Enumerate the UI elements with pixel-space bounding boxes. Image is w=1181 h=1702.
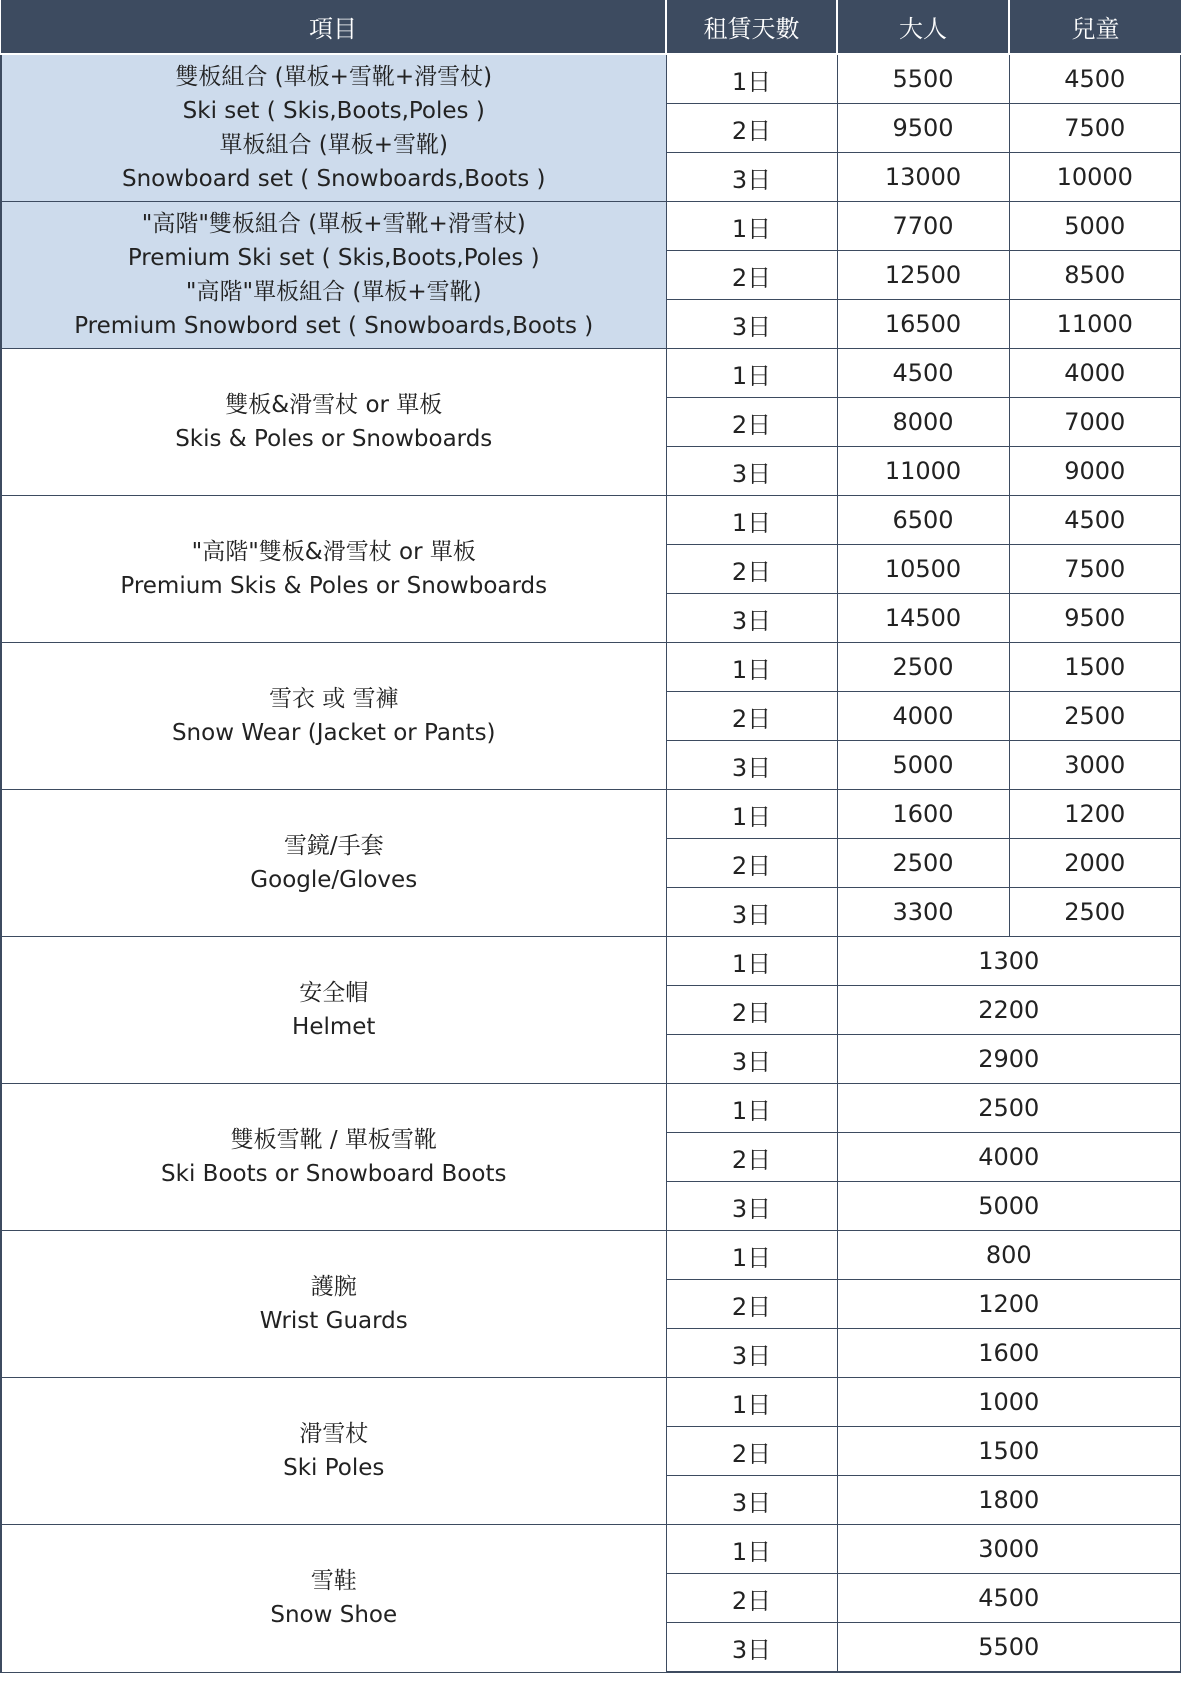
header-days: 租賃天數 bbox=[666, 0, 837, 54]
adult-price-cell: 13000 bbox=[837, 153, 1009, 202]
item-name-line: "高階"雙板組合 (單板+雪靴+滑雪杖) bbox=[141, 211, 526, 237]
child-price-cell: 9000 bbox=[1009, 447, 1181, 496]
item-name-line: 雪衣 或 雪褲 bbox=[268, 686, 399, 712]
item-name-line: "高階"單板組合 (單板+雪靴) bbox=[185, 279, 482, 305]
table-row bbox=[1, 790, 1181, 839]
item-name-line: Snow Shoe bbox=[270, 1602, 398, 1629]
table-row bbox=[1, 1084, 1181, 1133]
days-cell: 3日 bbox=[666, 888, 837, 937]
days-cell: 3日 bbox=[666, 153, 837, 202]
adult-price-cell: 7700 bbox=[837, 202, 1009, 251]
item-name-line: 雙板&滑雪杖 or 單板 bbox=[225, 392, 443, 418]
item-name-cell bbox=[1, 54, 666, 202]
item-name-line: Premium Ski set ( Skis,Boots,Poles ) bbox=[127, 245, 540, 271]
child-price-cell: 1200 bbox=[1009, 790, 1181, 839]
days-cell: 1日 bbox=[666, 790, 837, 839]
days-cell: 2日 bbox=[666, 545, 837, 594]
child-price-cell: 2500 bbox=[1009, 692, 1181, 741]
child-price-cell: 9500 bbox=[1009, 594, 1181, 643]
child-price-cell: 2000 bbox=[1009, 839, 1181, 888]
item-name-cell bbox=[1, 937, 666, 1084]
price-cell: 1000 bbox=[837, 1378, 1181, 1427]
item-name-line: 護腕 bbox=[310, 1274, 357, 1300]
days-cell: 1日 bbox=[666, 349, 837, 398]
item-name-cell bbox=[1, 1084, 666, 1231]
price-cell: 3000 bbox=[837, 1525, 1181, 1574]
price-cell: 4500 bbox=[837, 1574, 1181, 1623]
item-name-line: Ski Boots or Snowboard Boots bbox=[161, 1161, 507, 1187]
child-price-cell: 7000 bbox=[1009, 398, 1181, 447]
table-row bbox=[1, 496, 1181, 545]
child-price-cell: 7500 bbox=[1009, 104, 1181, 153]
price-cell: 2200 bbox=[837, 986, 1181, 1035]
header-row bbox=[1, 0, 1181, 54]
item-name-cell bbox=[1, 349, 666, 496]
days-cell: 2日 bbox=[666, 692, 837, 741]
days-cell: 1日 bbox=[666, 1525, 837, 1574]
item-name-cell bbox=[1, 790, 666, 937]
adult-price-cell: 4000 bbox=[837, 692, 1009, 741]
item-name-line: 雪鏡/手套 bbox=[283, 833, 384, 859]
days-cell: 3日 bbox=[666, 1182, 837, 1231]
days-cell: 2日 bbox=[666, 1133, 837, 1182]
adult-price-cell: 4500 bbox=[837, 349, 1009, 398]
days-cell: 2日 bbox=[666, 1574, 837, 1623]
price-cell: 800 bbox=[837, 1231, 1181, 1280]
table-row bbox=[1, 643, 1181, 692]
adult-price-cell: 9500 bbox=[837, 104, 1009, 153]
adult-price-cell: 12500 bbox=[837, 251, 1009, 300]
header-child: 兒童 bbox=[1009, 0, 1181, 54]
table-row bbox=[1, 349, 1181, 398]
item-name-line: Snow Wear (Jacket or Pants) bbox=[171, 720, 496, 746]
item-name-line: "高階"雙板&滑雪杖 or 單板 bbox=[191, 539, 476, 565]
item-name-line: Ski set ( Skis,Boots,Poles ) bbox=[182, 98, 485, 124]
item-name-cell bbox=[1, 202, 666, 349]
item-name-line: Premium Skis & Poles or Snowboards bbox=[120, 573, 548, 599]
item-name-line: 雙板雪靴 / 單板雪靴 bbox=[230, 1127, 437, 1153]
item-name-line: 滑雪杖 bbox=[299, 1421, 369, 1447]
days-cell: 2日 bbox=[666, 104, 837, 153]
child-price-cell: 4500 bbox=[1009, 496, 1181, 545]
table-row bbox=[1, 1231, 1181, 1280]
price-cell: 2900 bbox=[837, 1035, 1181, 1084]
item-name-line: Skis & Poles or Snowboards bbox=[175, 426, 493, 452]
adult-price-cell: 16500 bbox=[837, 300, 1009, 349]
days-cell: 1日 bbox=[666, 54, 837, 104]
days-cell: 1日 bbox=[666, 643, 837, 692]
days-cell: 3日 bbox=[666, 1476, 837, 1525]
item-name-line: Ski Poles bbox=[283, 1455, 385, 1481]
days-cell: 1日 bbox=[666, 937, 837, 986]
days-cell: 1日 bbox=[666, 496, 837, 545]
adult-price-cell: 2500 bbox=[837, 643, 1009, 692]
days-cell: 1日 bbox=[666, 202, 837, 251]
days-cell: 3日 bbox=[666, 1329, 837, 1378]
header-adult: 大人 bbox=[837, 0, 1009, 54]
item-name-cell bbox=[1, 1378, 666, 1525]
table-row bbox=[1, 937, 1181, 986]
child-price-cell: 8500 bbox=[1009, 251, 1181, 300]
price-cell: 1600 bbox=[837, 1329, 1181, 1378]
item-name-line: 雙板組合 (單板+雪靴+滑雪杖) bbox=[175, 64, 493, 90]
days-cell: 3日 bbox=[666, 1623, 837, 1673]
days-cell: 1日 bbox=[666, 1084, 837, 1133]
item-name-line: Wrist Guards bbox=[259, 1308, 408, 1334]
item-name-line: 安全帽 bbox=[299, 980, 369, 1006]
child-price-cell: 10000 bbox=[1009, 153, 1181, 202]
item-name-cell bbox=[1, 1525, 666, 1673]
adult-price-cell: 2500 bbox=[837, 839, 1009, 888]
table-body bbox=[1, 54, 1181, 1672]
table-row bbox=[1, 202, 1181, 251]
child-price-cell: 7500 bbox=[1009, 545, 1181, 594]
adult-price-cell: 5000 bbox=[837, 741, 1009, 790]
price-cell: 5500 bbox=[837, 1623, 1181, 1673]
child-price-cell: 4500 bbox=[1009, 54, 1181, 104]
adult-price-cell: 6500 bbox=[837, 496, 1009, 545]
adult-price-cell: 3300 bbox=[837, 888, 1009, 937]
adult-price-cell: 11000 bbox=[837, 447, 1009, 496]
table-row bbox=[1, 1525, 1181, 1574]
adult-price-cell: 8000 bbox=[837, 398, 1009, 447]
child-price-cell: 3000 bbox=[1009, 741, 1181, 790]
price-cell: 5000 bbox=[837, 1182, 1181, 1231]
days-cell: 3日 bbox=[666, 300, 837, 349]
days-cell: 2日 bbox=[666, 251, 837, 300]
table-row bbox=[1, 54, 1181, 104]
days-cell: 1日 bbox=[666, 1231, 837, 1280]
child-price-cell: 1500 bbox=[1009, 643, 1181, 692]
adult-price-cell: 10500 bbox=[837, 545, 1009, 594]
child-price-cell: 5000 bbox=[1009, 202, 1181, 251]
days-cell: 3日 bbox=[666, 741, 837, 790]
days-cell: 3日 bbox=[666, 447, 837, 496]
price-cell: 1500 bbox=[837, 1427, 1181, 1476]
item-name-line: 雪鞋 bbox=[310, 1568, 357, 1595]
table-row bbox=[1, 1378, 1181, 1427]
days-cell: 3日 bbox=[666, 594, 837, 643]
item-name-cell bbox=[1, 496, 666, 643]
item-name-line: 單板組合 (單板+雪靴) bbox=[219, 132, 449, 158]
price-cell: 2500 bbox=[837, 1084, 1181, 1133]
days-cell: 2日 bbox=[666, 986, 837, 1035]
adult-price-cell: 5500 bbox=[837, 54, 1009, 104]
child-price-cell: 4000 bbox=[1009, 349, 1181, 398]
days-cell: 3日 bbox=[666, 1035, 837, 1084]
item-name-line: Premium Snowbord set ( Snowboards,Boots ) bbox=[74, 313, 594, 339]
price-cell: 1800 bbox=[837, 1476, 1181, 1525]
days-cell: 2日 bbox=[666, 1427, 837, 1476]
days-cell: 1日 bbox=[666, 1378, 837, 1427]
child-price-cell: 2500 bbox=[1009, 888, 1181, 937]
days-cell: 2日 bbox=[666, 398, 837, 447]
days-cell: 2日 bbox=[666, 839, 837, 888]
header-item: 項目 bbox=[1, 0, 666, 54]
item-name-line: Google/Gloves bbox=[250, 867, 418, 893]
price-cell: 1300 bbox=[837, 937, 1181, 986]
item-name-line: Helmet bbox=[292, 1014, 376, 1040]
item-name-cell bbox=[1, 1231, 666, 1378]
adult-price-cell: 14500 bbox=[837, 594, 1009, 643]
price-cell: 1200 bbox=[837, 1280, 1181, 1329]
adult-price-cell: 1600 bbox=[837, 790, 1009, 839]
days-cell: 2日 bbox=[666, 1280, 837, 1329]
item-name-line: Snowboard set ( Snowboards,Boots ) bbox=[121, 166, 546, 192]
item-name-cell bbox=[1, 643, 666, 790]
price-cell: 4000 bbox=[837, 1133, 1181, 1182]
child-price-cell: 11000 bbox=[1009, 300, 1181, 349]
